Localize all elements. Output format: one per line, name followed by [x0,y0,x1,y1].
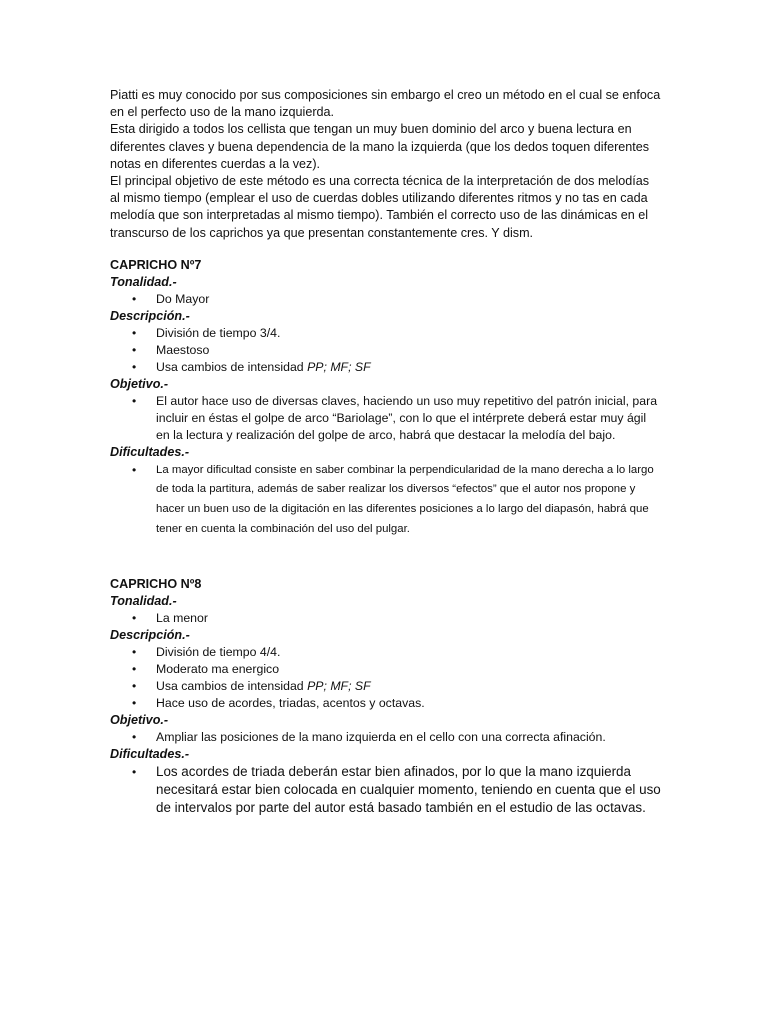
list-item: • Do Mayor [132,291,210,306]
list-item: • División de tiempo 3/4. [132,325,281,340]
descripcion-list [110,644,662,712]
dynamics-markings: PP; MF; SF [307,679,371,694]
bullet-icon: • [132,679,137,694]
list-item: • Moderato ma energico [132,662,280,677]
objetivo-label: Objetivo.- [110,713,169,728]
objetivo-label: Objetivo.- [110,376,169,391]
bullet-icon: • [132,645,137,660]
bullet-icon: • [132,325,137,340]
bullet-icon: • [132,342,137,357]
intro-paragraph: El principal objetivo de este método es una correcta técnica de la interpretación de dos melodías al mismo tiempo (emplear el uso de cuerdas dobles utilizando diferentes ritmos y no tas en cada melodía que son interpretadas al mismo tiempo). También el correcto uso de las dinámicas en el transcurso de los caprichos ya que presentan constantemente cres. Y dism. [110,174,650,240]
bullet-icon: • [132,611,137,626]
list-item: • La menor [132,611,208,626]
objetivo-list [110,729,662,746]
bullet-icon: • [132,291,137,306]
tonalidad-list [110,610,662,627]
bullet-icon: • [132,662,137,677]
descripcion-label: Descripción.- [110,308,190,323]
list-item: • Ampliar las posiciones de la mano izquierda en el cello con una correcta afinación. [132,730,606,745]
list-item: • La mayor dificultad consiste en saber combinar la perpendicularidad de la mano derecha a lo largo de toda la partitura, además de saber realizar los diversos “efectos” que el autor nos propone y hacer un buen uso de la digitación en las diferentes posiciones a lo largo del diapasón, habrá que tener en cuenta la combinación del uso del pulgar. [132,462,654,535]
intro-paragraph: Esta dirigido a todos los cellista que tengan un muy buen dominio del arco y buena lectura en diferentes claves y buena dependencia de la mano la izquierda (que los dedos toquen diferentes notas en diferentes cuerdas a la vez). [110,122,650,171]
dificultades-label: Dificultades.- [110,747,190,762]
intro-section [110,87,662,242]
list-item: • Los acordes de triada deberán estar bien afinados, por lo que la mano izquierda necesitará estar bien colocada en cualquier momento, teniendo en cuenta que el uso de intervalos por parte del autor está basado también en el estudio de las octavas. [132,764,661,816]
list-item: • Usa cambios de intensidad PP; MF; SF [132,679,371,694]
descripcion-label: Descripción.- [110,628,190,643]
list-item: • Hace uso de acordes, triadas, acentos y octavas. [132,696,425,711]
list-item: • Usa cambios de intensidad PP; MF; SF [132,359,371,374]
bullet-icon: • [132,730,137,745]
bullet-icon: • [132,765,137,780]
tonalidad-list [110,291,662,308]
dynamics-markings: PP; MF; SF [307,359,371,374]
dificultades-list [110,461,662,539]
capricho-7-section [110,257,662,539]
tonalidad-label: Tonalidad.- [110,274,177,289]
section-title: CAPRICHO Nº8 [110,577,202,592]
list-item: • El autor hace uso de diversas claves, haciendo un uso muy repetitivo del patrón inicial, para incluir en éstas el golpe de arco “Bariolage”, con lo que el intérprete deberá estar muy ágil en la lectura y realización del golpe de arco, habrá que destacar la melodía del bajo. [132,393,658,442]
bullet-icon: • [132,393,137,408]
section-title: CAPRICHO Nº7 [110,257,202,272]
dificultades-label: Dificultades.- [110,444,190,459]
bullet-icon: • [132,696,137,711]
capricho-8-section [110,576,662,817]
bullet-icon: • [132,359,137,374]
dificultades-list [110,763,662,817]
descripcion-list [110,325,662,376]
tonalidad-label: Tonalidad.- [110,594,177,609]
list-item: • Maestoso [132,342,210,357]
objetivo-list [110,393,662,444]
bullet-icon: • [132,462,137,477]
document-page [110,87,662,817]
intro-paragraph: Piatti es muy conocido por sus composiciones sin embargo el creo un método en el cual se enfoca en el perfecto uso de la mano izquierda. [110,88,661,120]
list-item: • División de tiempo 4/4. [132,645,281,660]
